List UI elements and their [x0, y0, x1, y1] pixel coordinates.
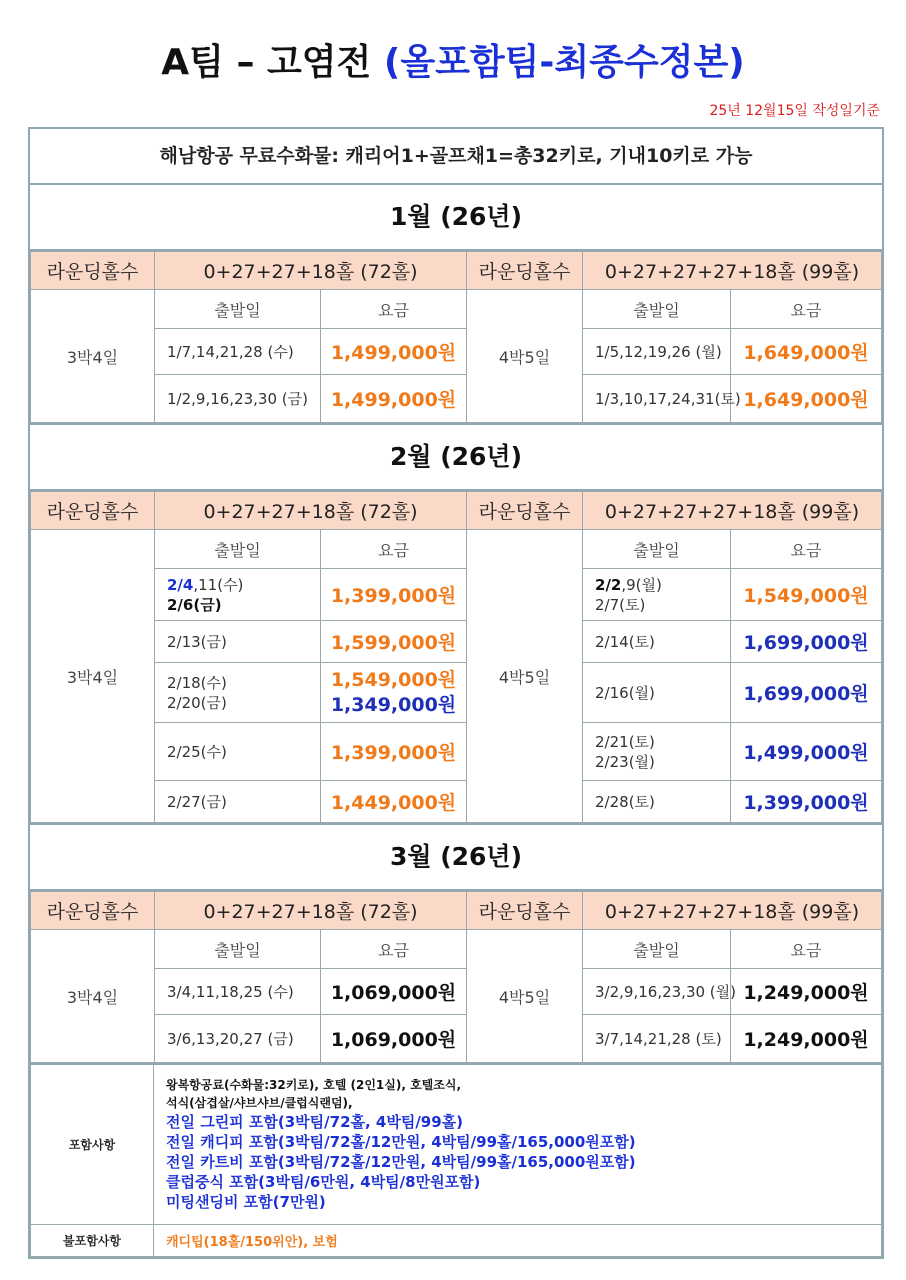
excluded-label: 불포함사항 [31, 1224, 154, 1256]
rounding-label: 라운딩홀수 [31, 492, 155, 530]
price-cell [731, 329, 882, 375]
included-line: 클럽중식 포함(3박팀/6만원, 4박팀/8만원포함) [166, 1173, 481, 1192]
price: 1,499,000원 [743, 742, 869, 764]
price-cell [321, 1015, 467, 1063]
depart-date: 2/14(토) [583, 621, 731, 663]
included-line: 석식(삼겹살/샤브샤브/클럽식랜덤), [166, 1096, 353, 1111]
date-line2: 2/7(토) [595, 595, 646, 614]
depart-date: 2/27(금) [155, 781, 321, 823]
depart-date [155, 569, 321, 621]
price-col-header: 요금 [321, 930, 467, 969]
table-row [31, 621, 882, 663]
included-line: 미팅샌딩비 포함(7만원) [166, 1193, 326, 1212]
price-cell [731, 969, 882, 1015]
rounding-label: 라운딩홀수 [467, 492, 583, 530]
depart-col-header: 출발일 [155, 930, 321, 969]
january-header-row [31, 252, 882, 290]
baggage-notice: 해남항공 무료수화물: 캐리어1+골프채1=총32키로, 기내10키로 가능 [30, 129, 882, 185]
march-header-row [31, 892, 882, 930]
holes-4n: 0+27+27+27+18홀 (99홀) [583, 252, 882, 290]
price-cell [731, 621, 882, 663]
plan-3n4d: 3박4일 [31, 530, 155, 823]
plan-3n4d: 3박4일 [31, 930, 155, 1063]
price: 1,399,000원 [330, 585, 457, 607]
price: 1,649,000원 [743, 342, 869, 364]
date-line1: 2/21(토) [595, 732, 655, 751]
price-col-header: 요금 [731, 530, 882, 569]
depart-col-header: 출발일 [583, 290, 731, 329]
depart-date: 3/7,14,21,28 (토) [583, 1015, 731, 1063]
price: 1,699,000원 [743, 683, 869, 705]
plan-4n5d: 4박5일 [467, 530, 583, 823]
depart-date: 3/4,11,18,25 (수) [155, 969, 321, 1015]
date-rest: ,9(월) [621, 575, 662, 594]
price: 1,399,000원 [743, 792, 869, 814]
table-row [31, 329, 882, 375]
holes-3n: 0+27+27+18홀 (72홀) [155, 892, 467, 930]
depart-date: 2/28(토) [583, 781, 731, 823]
depart-date: 1/5,12,19,26 (월) [583, 329, 731, 375]
price: 1,549,000원 [330, 668, 457, 691]
included-line: 전일 카트비 포함(3박팀/72홀/12만원, 4박팀/99홀/165,000원포함) [166, 1153, 636, 1172]
table-row [31, 663, 882, 723]
price-cell [321, 329, 467, 375]
month-title-january: 1월 (26년) [30, 185, 882, 251]
depart-date: 2/25(수) [155, 723, 321, 781]
included-line: 왕복항공료(수화물:32키로), 호텔 (2인1실), 호텔조식, [166, 1078, 462, 1093]
price-cell [731, 723, 882, 781]
included-label: 포함사항 [31, 1064, 154, 1224]
depart-date: 1/3,10,17,24,31(토) [583, 375, 731, 423]
plan-4n5d: 4박5일 [467, 290, 583, 423]
price: 1,249,000원 [743, 982, 869, 1004]
price: 1,549,000원 [743, 585, 869, 607]
date-line2: 2/23(월) [595, 752, 655, 771]
depart-date: 1/7,14,21,28 (수) [155, 329, 321, 375]
plan-3n4d: 3박4일 [31, 290, 155, 423]
price-cell [321, 375, 467, 423]
depart-date: 2/16(월) [583, 663, 731, 723]
excluded-value: 캐디팁(18홀/150위안), 보험 [154, 1224, 882, 1256]
inclusions-table [30, 1063, 882, 1257]
depart-date [155, 663, 321, 723]
price: 1,249,000원 [743, 1029, 869, 1051]
price-sheet [28, 127, 884, 1259]
price-cell [321, 663, 467, 723]
month-title-march: 3월 (26년) [30, 823, 882, 891]
price-cell [321, 781, 467, 823]
depart-date: 2/13(금) [155, 621, 321, 663]
depart-col-header: 출발일 [583, 530, 731, 569]
table-row [31, 569, 882, 621]
table-row [31, 375, 882, 423]
written-date: 25년 12월15일 작성일기준 [709, 103, 880, 119]
price-cell [321, 621, 467, 663]
depart-date: 3/2,9,16,23,30 (월) [583, 969, 731, 1015]
date-highlight: 2/2 [595, 575, 622, 594]
month-title-february: 2월 (26년) [30, 423, 882, 491]
price: 1,699,000원 [743, 632, 869, 654]
depart-date: 3/6,13,20,27 (금) [155, 1015, 321, 1063]
depart-date [583, 723, 731, 781]
price-cell [731, 781, 882, 823]
january-table [30, 251, 882, 423]
price-col-header: 요금 [731, 930, 882, 969]
price: 1,499,000원 [330, 389, 457, 411]
price: 1,649,000원 [743, 389, 869, 411]
price-col-header: 요금 [321, 530, 467, 569]
price-col-header: 요금 [321, 290, 467, 329]
holes-3n: 0+27+27+18홀 (72홀) [155, 492, 467, 530]
excluded-row [31, 1224, 882, 1256]
price: 1,449,000원 [330, 792, 457, 814]
price-cell [321, 569, 467, 621]
included-content [154, 1064, 882, 1224]
page-title-highlight: (올포함팀-최종수정본) [383, 42, 745, 83]
price-cell [321, 969, 467, 1015]
price: 1,399,000원 [330, 742, 457, 764]
date-line2: 2/6(금) [167, 595, 222, 614]
date-line2: 2/20(금) [167, 693, 227, 712]
depart-col-header: 출발일 [155, 530, 321, 569]
holes-4n: 0+27+27+27+18홀 (99홀) [583, 492, 882, 530]
price: 1,499,000원 [330, 342, 457, 364]
rounding-label: 라운딩홀수 [467, 892, 583, 930]
price: 1,069,000원 [330, 1029, 457, 1051]
depart-date [583, 569, 731, 621]
march-table [30, 891, 882, 1063]
price: 1,069,000원 [330, 982, 457, 1004]
holes-3n: 0+27+27+18홀 (72홀) [155, 252, 467, 290]
february-table [30, 491, 882, 823]
date-highlight: 2/4 [167, 575, 194, 594]
rounding-label: 라운딩홀수 [31, 892, 155, 930]
rounding-label: 라운딩홀수 [467, 252, 583, 290]
page-title [0, 34, 906, 85]
price-col-header: 요금 [731, 290, 882, 329]
holes-4n: 0+27+27+27+18홀 (99홀) [583, 892, 882, 930]
table-row [31, 969, 882, 1015]
page-title-main: A팀 – 고염전 [161, 42, 384, 83]
included-row [31, 1064, 882, 1224]
depart-col-header: 출발일 [583, 930, 731, 969]
table-row [31, 1015, 882, 1063]
table-row [31, 781, 882, 823]
included-line: 전일 캐디피 포함(3박팀/72홀/12만원, 4박팀/99홀/165,000원포함) [166, 1133, 636, 1152]
included-line: 전일 그린피 포함(3박팀/72홀, 4박팀/99홀) [166, 1113, 464, 1132]
plan-4n5d: 4박5일 [467, 930, 583, 1063]
price-cell [321, 723, 467, 781]
table-row [31, 290, 882, 329]
price-cell [731, 375, 882, 423]
price-cell [731, 569, 882, 621]
table-row [31, 930, 882, 969]
price: 1,599,000원 [330, 632, 457, 654]
february-header-row [31, 492, 882, 530]
date-rest: ,11(수) [193, 575, 244, 594]
depart-col-header: 출발일 [155, 290, 321, 329]
price: 1,349,000원 [330, 693, 457, 716]
price-cell [731, 1015, 882, 1063]
price-cell [731, 663, 882, 723]
table-row [31, 723, 882, 781]
rounding-label: 라운딩홀수 [31, 252, 155, 290]
table-row [31, 530, 882, 569]
date-line1: 2/18(수) [167, 673, 227, 692]
depart-date: 1/2,9,16,23,30 (금) [155, 375, 321, 423]
